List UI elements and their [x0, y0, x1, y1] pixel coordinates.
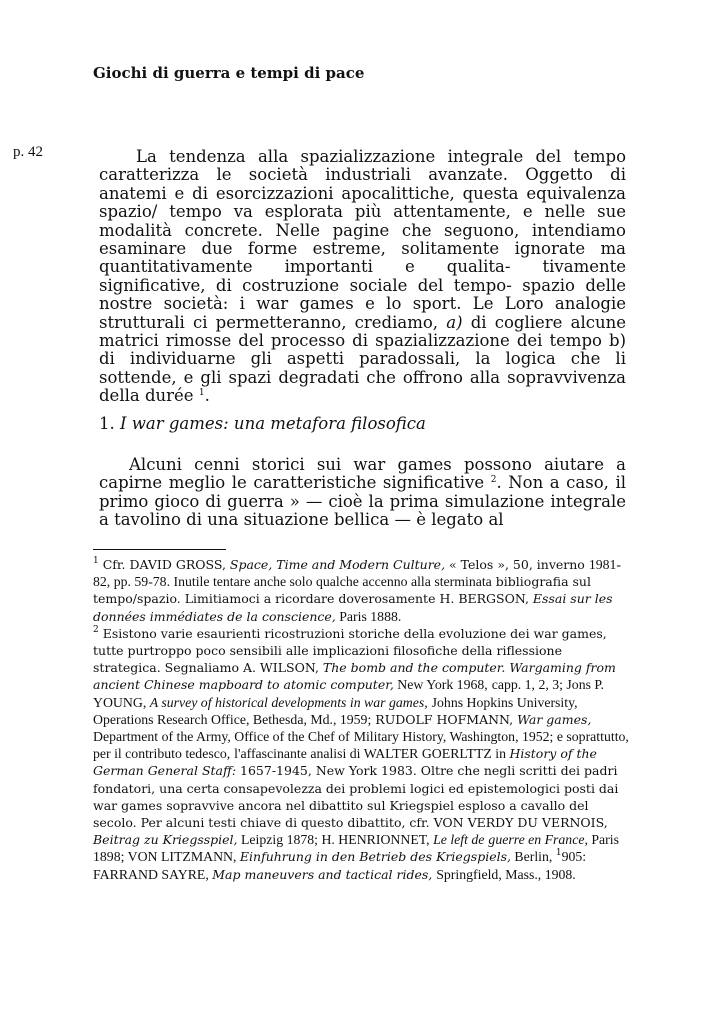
fn-text: 1981-82, pp. 59-78. Inutile tentare anche solo qualche accenno alla sterminata — [93, 557, 622, 590]
fn-title: Beitrag zu Kriegsspiel, — [93, 832, 238, 848]
line: il primo gioco di guerra » — cioè la prima simulazione — [99, 473, 626, 511]
list-marker: a) — [446, 312, 463, 332]
line: . Non a caso, — [496, 473, 609, 493]
line: spazio delle nostre società: i war games e lo sport. Le Loro — [99, 275, 626, 314]
line: capirne meglio le caratteristiche significative — [99, 473, 485, 493]
section-heading — [99, 414, 426, 433]
line: integrale a tavolino di una situazione bellica — è legato al — [99, 491, 626, 530]
line: cogliere alcune matrici rimosse del processo di — [99, 312, 626, 351]
fn-text: una certa consapevolezza dei problemi logici ed epistemologici posti dai war — [93, 780, 619, 813]
fn-text: New York 1968, — [393, 677, 488, 693]
section-number: 1. — [99, 414, 115, 433]
line: ignorate ma quantitativamente importanti e qualita- — [99, 239, 627, 277]
line: che offrono alla sopravvivenza della durée — [99, 367, 626, 406]
fn-text: « Telos », 50, inverno — [445, 557, 585, 572]
fn-title: Einfuhrung in den Betrieb des — [239, 849, 433, 865]
fn-text: Department of the Army, Office of the Chef of — [93, 729, 350, 745]
fn-title: Space, Time and Modern Culture, — [229, 557, 446, 572]
line: analogie strutturali ci permetteranno, crediamo, — [99, 294, 627, 332]
fn-title: The bomb and the computer. — [322, 660, 506, 676]
fn-title: Essai sur les données immédiates de la conscience, — [93, 591, 613, 624]
fn-title: Map maneuvers and tactical rides, — [212, 866, 433, 882]
line: anatemi e di esorcizzazioni apocalittiche, questa — [99, 183, 519, 203]
footnote-number: 2 — [93, 624, 99, 635]
fn-title: War games, — [517, 711, 592, 727]
line: spazializzazione dei tempo b) di individuarne gli aspetti — [99, 331, 627, 369]
fn-text: games sopravvive ancora nel dibattito sul Kriegspiel esploso a cavallo del — [121, 797, 589, 813]
footnote-ref[interactable]: 2 — [490, 475, 497, 486]
fn-text: secolo. Per alcuni testi chiave di questo dibattito, cfr. VON VERDY DU — [93, 815, 538, 831]
fn-text: BERGSON, — [458, 591, 533, 607]
line: caratterizza le società industriali avanzate. Oggetto di — [99, 165, 626, 185]
footnote-number: 1 — [93, 556, 99, 566]
line: di — [470, 312, 487, 332]
fn-title: guerre en France, — [488, 832, 588, 848]
line: . — [204, 386, 210, 406]
fn-text: Leipzig 1878; H. HENRIONNET, — [237, 832, 434, 848]
line: Alcuni cenni storici sui war games possono aiutare a — [129, 455, 626, 474]
line: paradossali, la logica che li sottende, e gli spazi degradati — [99, 349, 626, 387]
fn-title: History of the German General — [93, 746, 597, 779]
fn-title: Le left de — [433, 832, 485, 848]
fn-title: Wargaming from ancient Chinese mapboard to atomic computer, — [93, 660, 616, 693]
fn-text: Berlin, — [510, 849, 556, 865]
line: nelle sue modalità concrete. Nelle pagine che seguono, — [99, 202, 626, 240]
fn-text: capp. 1, 2, 3; Jons P. YOUNG, — [93, 677, 604, 710]
fn-text: Military History, Washington, 1952; e soprattutto, per il contributo tedesco, — [93, 729, 629, 762]
footnote-1 — [93, 556, 629, 625]
fn-text: bibliografia sul tempo/spazio. Limitiamoci a ricordare doverosamente H. — [93, 574, 591, 607]
line: intendiamo esaminare due forme estreme, solitamente — [99, 220, 626, 259]
fn-title: A survey of historical developments in war games, — [149, 694, 428, 710]
fn-title: Staff: — [201, 763, 237, 779]
footnotes — [93, 556, 629, 883]
page-reference: p. 42 — [13, 144, 43, 160]
fn-text: Cfr. DAVID GROSS, — [98, 557, 230, 572]
fn-superscript: 1 — [555, 848, 562, 859]
body-paragraph — [99, 456, 626, 530]
footnote-2 — [93, 625, 629, 883]
fn-text: Johns Hopkins University, Operations Research Office, Bethesda, Md., 1959; — [93, 694, 578, 727]
fn-text: RUDOLF HOFMANN, — [375, 711, 518, 727]
fn-text: Esistono varie esaurienti ricostruzioni storiche della evoluzione dei war — [98, 625, 558, 641]
line: tivamente significative, di costruzione sociale del tempo- — [99, 257, 626, 295]
fn-text: l'affascinante analisi di WALTER GOERLTTZ in — [234, 746, 510, 762]
line: equivalenza spazio/ tempo va esplorata più attentamente, e — [99, 183, 626, 222]
fn-text: riflessione strategica. Segnaliamo A. WILSON, — [93, 643, 562, 676]
footnote-divider — [93, 549, 226, 550]
line: La tendenza alla spazializzazione integrale del tempo — [136, 147, 626, 166]
fn-title: Kriegspiels, — [436, 849, 511, 865]
fn-text: Paris 1888. — [335, 608, 402, 624]
fn-text: VERNOIS, — [541, 815, 608, 831]
fn-text: 905: FARRAND SAYRE, — [93, 849, 587, 882]
section-title: I war games: una metafora filosofica — [120, 414, 426, 433]
footnote-ref[interactable]: 1 — [198, 388, 205, 399]
fn-text: games, tutte purtroppo poco sensibili alle implicazioni filosofiche della — [93, 625, 607, 659]
fn-text: 1657-1945, New York 1983. Oltre che negli scritti dei padri fondatori, — [93, 763, 618, 796]
fn-text: Springfield, Mass., 1908. — [436, 866, 576, 882]
fn-text: Paris 1898; VON LITZMANN, — [93, 832, 619, 865]
page-title: Giochi di guerra e tempi di pace — [93, 64, 365, 82]
body-paragraph — [99, 148, 626, 406]
